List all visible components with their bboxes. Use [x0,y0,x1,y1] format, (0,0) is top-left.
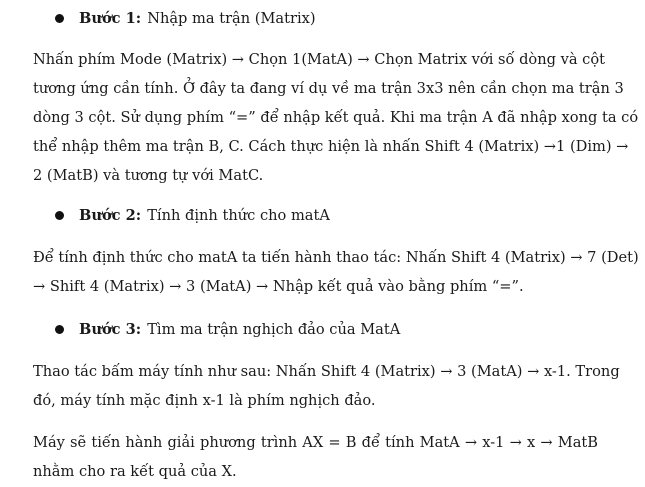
paragraph-line: → Shift 4 (Matrix) → 3 (MatA) → Nhập kết quả vào bằng phím “=”. [33,278,524,295]
step-label: Bước 2: [79,206,142,224]
step-title: Tìm ma trận nghịch đảo của MatA [147,320,401,338]
step-title: Nhập ma trận (Matrix) [147,9,316,27]
paragraph-line: thể nhập thêm ma trận B, C. Cách thực hiện là nhấn Shift 4 (Matrix) →1 (Dim) → [33,138,629,155]
paragraph-line: Thao tác bấm máy tính như sau: Nhấn Shift 4 (Matrix) → 3 (MatA) → x-1. Trong [33,363,620,380]
bullet-icon [55,14,64,23]
paragraph-line: Máy sẽ tiến hành giải phương trình AX = B để tính MatA → x-1 → x → MatB [33,434,598,451]
bullet-icon [55,325,64,334]
paragraph-line: Để tính định thức cho matA ta tiến hành thao tác: Nhấn Shift 4 (Matrix) → 7 (Det) [33,249,639,266]
paragraph-line: nhằm cho ra kết quả của X. [33,463,237,480]
paragraph-line: dòng 3 cột. Sử dụng phím “=” để nhập kết quả. Khi ma trận A đã nhập xong ta có [33,109,639,126]
step-3-heading [55,318,400,340]
paragraph-line: Nhấn phím Mode (Matrix) → Chọn 1(MatA) → Chọn Matrix với số dòng và cột [33,51,605,68]
bullet-icon [55,211,64,220]
step-1-heading [55,7,316,29]
step-label: Bước 1: [79,9,142,27]
step-title: Tính định thức cho matA [147,206,330,224]
paragraph-line: tương ứng cần tính. Ở đây ta đang ví dụ về ma trận 3x3 nên cần chọn ma trận 3 [33,80,624,97]
step-3-paragraph-2 [33,428,598,486]
step-1-paragraph [33,45,639,190]
step-2-paragraph [33,243,639,301]
paragraph-line: đó, máy tính mặc định x-1 là phím nghịch đảo. [33,392,376,409]
step-2-heading [55,204,330,226]
paragraph-line: 2 (MatB) và tương tự với MatC. [33,167,264,184]
step-3-paragraph-1 [33,357,620,415]
step-label: Bước 3: [79,320,142,338]
